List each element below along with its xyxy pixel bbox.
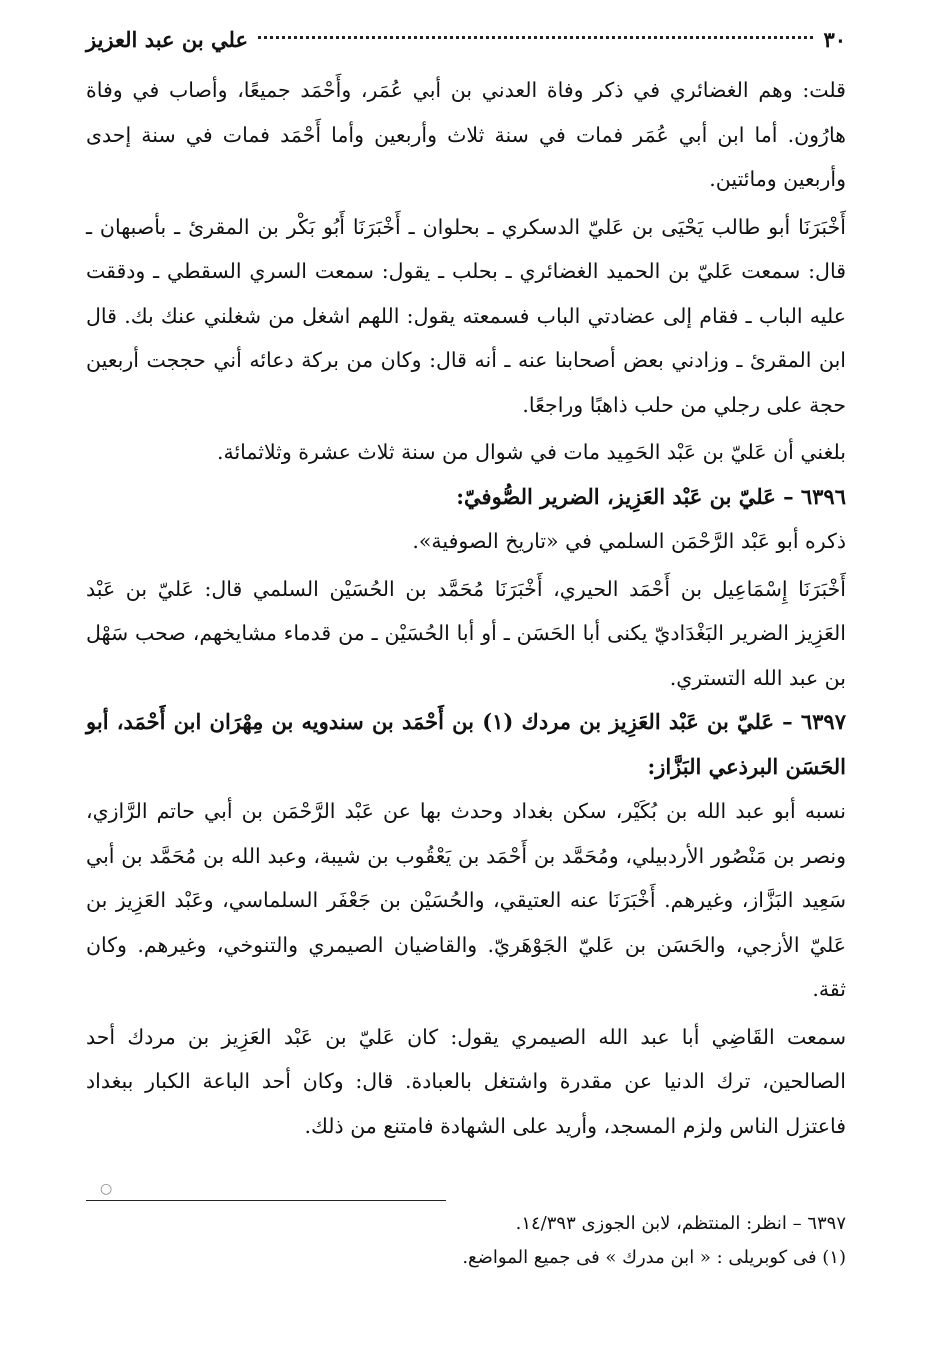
entry-title: ٦٣٩٧ – عَليّ بن عَبْد العَزِيز بن مردك (١) بن أَحْمَد بن سندويه بن مِهْرَان ابن أَحْمَد، أبو الحَسَن البرذعي البَزَّاز: bbox=[86, 709, 846, 779]
paragraph: قلت: وهم الغضائري في ذكر وفاة العدني بن أبي عُمَر، وأَحْمَد جميعًا، وأصاب في وفاة هارُون. أما ابن أبي عُمَر فمات في سنة ثلاث وأربعين وأما أَحْمَد فمات في سنة إحدى وأربعين ومائتين. bbox=[86, 78, 846, 191]
paragraph: بلغني أن عَليّ بن عَبْد الحَمِيد مات في شوال من سنة ثلاث عشرة وثلاثمائة. bbox=[216, 440, 846, 464]
paragraph: أَخْبَرَنَا أبو طالب يَحْيَى بن عَليّ الدسكري ـ بحلوان ـ أَخْبَرَنَا أَبُو بَكْر بن المقرئ ـ بأصبهان ـ قال: سمعت عَليّ بن الحميد الغضائري ـ بحلب ـ يقول: سمعت السري السقطي ـ ودققت عليه الباب ـ فقام إلى عضادتي الباب فسمعته يقول: اللهم اشغل من شغلني عنك بك. قال ابن المقرئ ـ وزادني بعض أصحابنا عنه ـ أنه قال: وكان من بركة دعائه أني حججت أربعين حجة على رجلي من حلب ذاهبًا وراجعًا. bbox=[86, 214, 846, 417]
header-dotted-leader bbox=[258, 36, 813, 39]
paragraph: سمعت القَاضِي أبا عبد الله الصيمري يقول: كان عَليّ بن عَبْد العَزِيز بن مردك أحد الصالحين، ترك الدنيا عن مقدرة واشتغل بالعبادة. قال: وكان أحد الباعة الكبار ببغداد فاعتزل الناس ولزم المسجد، وأريد على الشهادة فامتنع من ذلك. bbox=[86, 1024, 846, 1138]
footnote: ٦٣٩٧ – انظر: المنتظم، لابن الجوزى ١٤/٣٩٣. bbox=[515, 1213, 846, 1234]
paragraph: أَخْبَرَنَا إِسْمَاعِيل بن أَحْمَد الحيري، أَخْبَرَنَا مُحَمَّد بن الحُسَيْن السلمي قال: عَليّ بن عَبْد العَزِيز الضرير البَغْدَاديّ يكنى أبا الحَسَن ـ أو أبا الحُسَيْن ـ من قدماء مشايخهم، صحب سَهْل بن عبد الله التستري. bbox=[86, 576, 846, 690]
paragraph: ذكره أبو عَبْد الرَّحْمَن السلمي في «تاريخ الصوفية». bbox=[412, 529, 846, 553]
footnote: (١) فى كوبريلى : « ابن مدرك » فى جميع المواضع. bbox=[462, 1247, 846, 1268]
paragraph: نسبه أبو عبد الله بن بُكَيْر، سكن بغداد وحدث بها عن عَبْد الرَّحْمَن بن أبي حاتم الرَّازي، ونصر بن مَنْصُور الأردبيلي، ومُحَمَّد بن أَحْمَد بن يَعْقُوب بن شيبة، وعبد الله بن مُحَمَّد بن أبي سَعِيد البَزَّاز، وغيرهم. أَخْبَرَنَا عنه العتيقي، والحُسَيْن بن جَعْفَر السلماسي، وعَبْد العَزِيز بن عَليّ الأزجي، والحَسَن بن عَليّ الجَوْهَريّ. والقاضيان الصيمري والتنوخي، وغيرهم. وكان ثقة. bbox=[86, 799, 846, 1001]
footnote-rule bbox=[86, 1200, 446, 1201]
page-body bbox=[86, 22, 846, 1148]
entry-title: ٦٣٩٦ – عَليّ بن عَبْد العَزِيز، الضرير الصُّوفيّ: bbox=[456, 483, 846, 509]
running-header bbox=[86, 22, 846, 58]
running-title: علي بن عبد العزيز bbox=[86, 27, 249, 52]
footnotes bbox=[86, 1200, 846, 1275]
scan-mark: ○ bbox=[100, 1181, 113, 1197]
page-number: ٣٠ bbox=[823, 27, 846, 52]
